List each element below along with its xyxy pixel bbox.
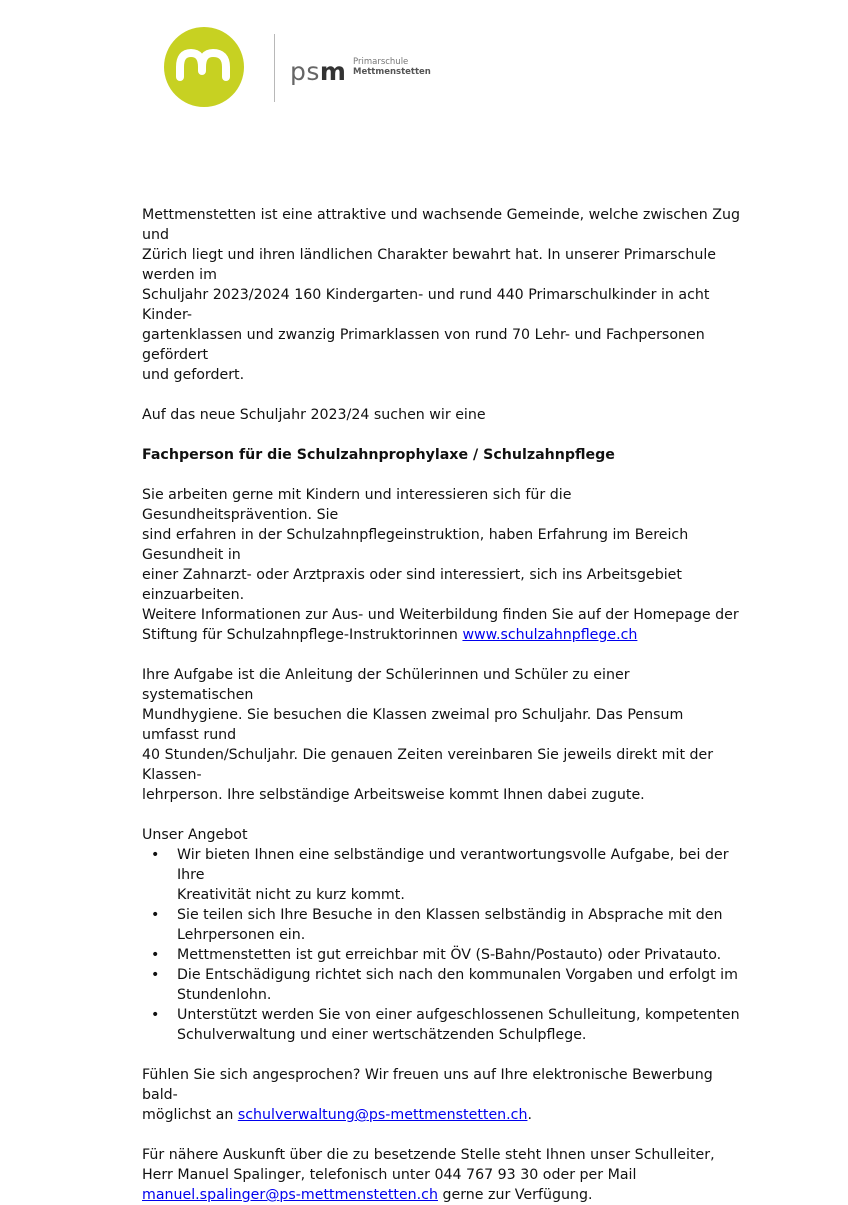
logo-subtitle-primarschule: Primarschule bbox=[353, 57, 409, 67]
offer-item: • Sie teilen sich Ihre Besuche in den Klassen selbständig in Absprache mit den Lehrpersonen ein. bbox=[142, 905, 742, 945]
offer-item: • Unterstützt werden Sie von einer aufgeschlossenen Schulleitung, kompetenten Schulverwaltung und einer wertschätzenden Schulpflege. bbox=[142, 1005, 742, 1045]
logo-divider bbox=[274, 34, 275, 102]
task-paragraph: Ihre Aufgabe ist die Anleitung der Schülerinnen und Schüler zu einer systematischen Mundhygiene. Sie besuchen die Klassen zweimal pro Schuljahr. Das Pensum umfasst rund 40 Stunden/Schuljahr. Die genauen Zeiten vereinbaren Sie jeweils direkt mit der Klassen- lehrperson. Ihre selbständige Arbeitsweise kommt Ihnen dabei zugute. bbox=[142, 667, 714, 803]
schulzahnpflege-link[interactable]: www.schulzahnpflege.ch bbox=[462, 627, 638, 643]
intro-paragraph: Mettmenstetten ist eine attraktive und wachsende Gemeinde, welche zwischen Zug und Zürich liegt und ihren ländlichen Charakter bewahrt hat. In unserer Primarschule werden im Schuljahr 2023/2024 160 Kindergarten- und rund 440 Primarschulkinder in acht Kinder- gartenklassen und zwanzig Primarklassen von rund 70 Lehr- und Fachpersonen gefördert und gefordert. bbox=[142, 207, 741, 383]
logo-m-icon bbox=[164, 27, 244, 107]
job-title: Fachperson für die Schulzahnprophylaxe / Schulzahnpflege bbox=[142, 447, 615, 463]
offer-list bbox=[142, 845, 742, 1045]
apply-paragraph: Fühlen Sie sich angesprochen? Wir freuen uns auf Ihre elektronische Bewerbung bald- möglichst an schulverwaltung@ps-mettmenstetten.ch. bbox=[142, 1067, 713, 1123]
logo-wordmark: psm bbox=[290, 57, 347, 86]
logo-subtitle-mettmenstetten: Mettmenstetten bbox=[353, 67, 431, 77]
offer-heading: Unser Angebot bbox=[142, 827, 248, 843]
offer-item: • Mettmenstetten ist gut erreichbar mit ÖV (S-Bahn/Postauto) oder Privatauto. bbox=[142, 945, 742, 965]
school-logo bbox=[164, 25, 431, 105]
application-email-link[interactable]: schulverwaltung@ps-mettmenstetten.ch bbox=[237, 1107, 528, 1123]
document-body bbox=[142, 205, 742, 1205]
principal-email-link[interactable]: manuel.spalinger@ps-mettmenstetten.ch bbox=[142, 1187, 438, 1203]
offer-item: • Die Entschädigung richtet sich nach den kommunalen Vorgaben und erfolgt im Stundenlohn. bbox=[142, 965, 742, 1005]
search-sentence: Auf das neue Schuljahr 2023/24 suchen wir eine bbox=[142, 407, 486, 423]
contact-paragraph: Für nähere Auskunft über die zu besetzende Stelle steht Ihnen unser Schulleiter, Herr Manuel Spalinger, telefonisch unter 044 767 93 30 oder per Mail manuel.spalinger@ps-mettmenstetten.ch gerne zur Verfügung. bbox=[142, 1147, 715, 1203]
profile-paragraph: Sie arbeiten gerne mit Kindern und interessieren sich für die Gesundheitsprävention. Sie sind erfahren in der Schulzahnpflegeinstruktion, haben Erfahrung im Bereich Gesundheit in einer Zahnarzt- oder Arztpraxis oder sind interessiert, sich ins Arbeitsgebiet einzuarbeiten. Weitere Informationen zur Aus- und Weiterbildung finden Sie auf der Homepage der Stiftung für Schulzahnpflege-Instruktorinnen www.schulzahnpflege.ch bbox=[142, 487, 739, 643]
offer-item: • Wir bieten Ihnen eine selbständige und verantwortungsvolle Aufgabe, bei der Ihre Kreativität nicht zu kurz kommt. bbox=[142, 845, 742, 905]
